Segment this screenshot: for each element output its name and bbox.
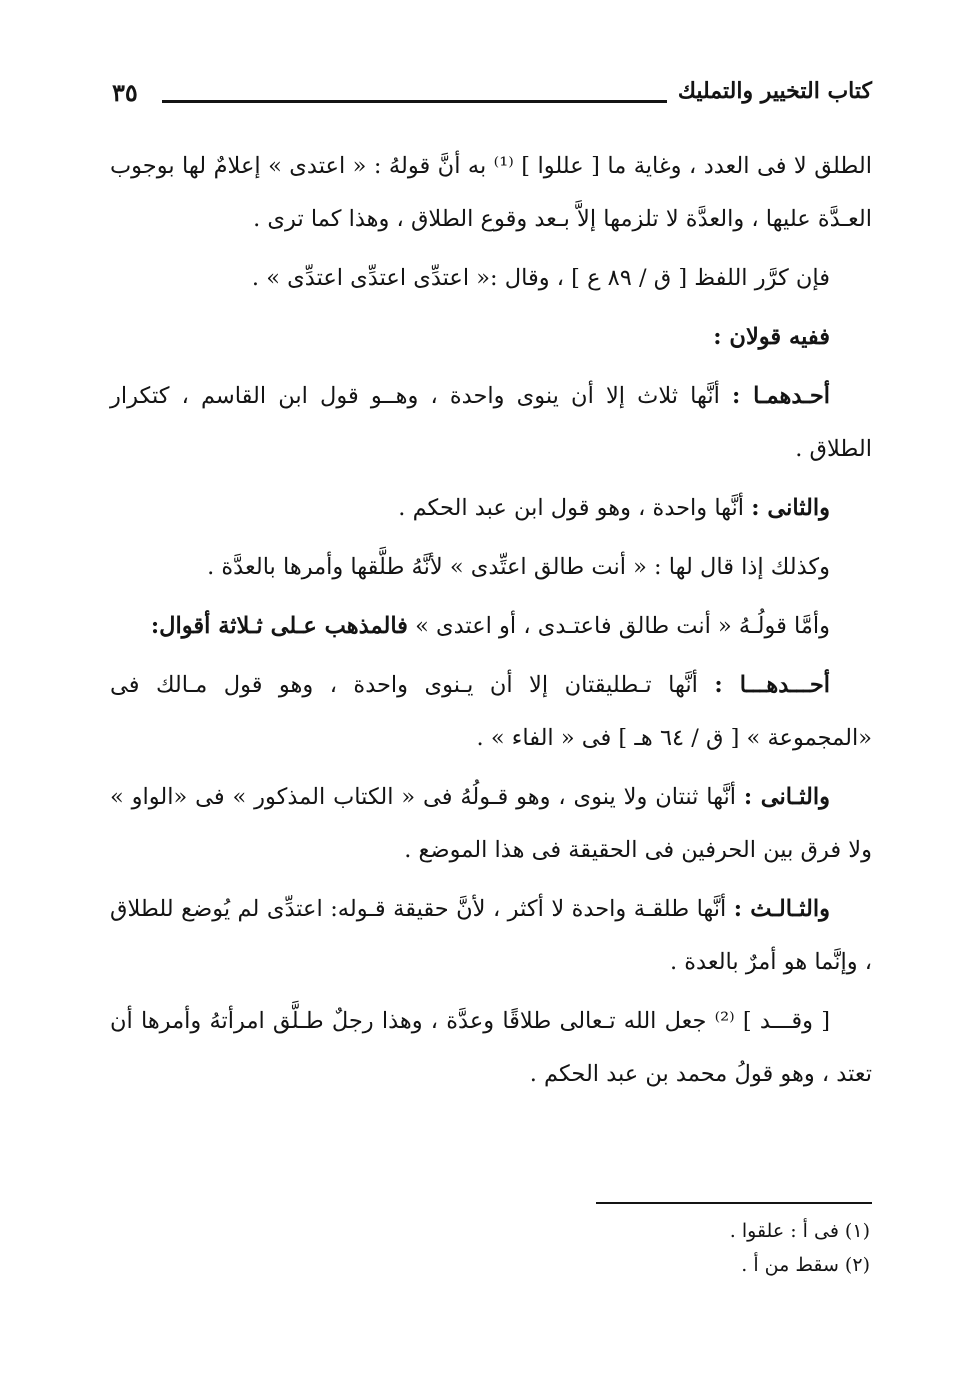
paragraph-9 [110, 771, 872, 877]
paragraph-7-bold: فالمذهب عـلى ثـلاثة أقوال: [150, 613, 408, 639]
paragraph-10 [110, 883, 872, 989]
footnote-separator [596, 1202, 872, 1204]
paragraph-8 [110, 659, 872, 765]
footnote-1: (١) فى أ : علقوا . [729, 1220, 870, 1242]
paragraph-5 [110, 482, 872, 535]
running-header [112, 78, 872, 118]
paragraph-8-text: أنَّها تـطليقتان إلا أن يـنوى واحدة ، وهو قول مـالك فى «المجموعة » [ ق / ٦٤ هـ ] فى « الفاء » . [110, 672, 872, 751]
main-text [110, 140, 872, 1107]
paragraph-2: فإن كرَّر اللفظ [ ق / ٨٩ ع ] ، وقال :« اعتدِّى اعتدِّى اعتدِّى » . [251, 265, 830, 291]
book-chapter-title: كتاب التخيير والتمليك [677, 78, 872, 104]
paragraph-6: وكذلك إذا قال لها : « أنت طالق اعتِّدى » لأنَّهُ طلَّقها وأمرها بالعدَّة . [207, 554, 830, 580]
paragraph-7-text: وأمَّا قولُـهُ « أنت طالق فاعتـدى ، أو اعتدى » [407, 613, 830, 639]
footnote-2: (٢) سقط من أ . [741, 1254, 870, 1276]
paragraph-9-lead: والثـانى : [743, 784, 830, 810]
paragraph-10-lead: والثـالـث : [733, 896, 830, 922]
paragraph-8-lead: أحـــدهـــا : [714, 672, 830, 698]
page-number: ٣٥ [112, 78, 138, 107]
paragraph-11: [ وقـــد ] ⁽²⁾ جعل الله تـعالى طلاقًا وعدَّة ، وهذا رجلٌ طـلَّق امرأتهُ وأمرها أن تعتد ، وهو قولُ محمد بن عبد الحكم . [110, 1008, 872, 1087]
header-rule [162, 100, 667, 103]
paragraph-7 [110, 600, 872, 653]
paragraph-4-lead: أحـدهمـا : [732, 383, 830, 409]
paragraph-1: الطلق لا فى العدد ، وغاية ما [ عللوا ] ⁽¹⁾ به أنَّ قولهُ : « اعتدى » إعلامٌ لها بوجوب العـدَّة عليها ، والعدَّة لا تلزمها إلاَّ بـعد وقوع الطلاق ، وهذا كما ترى . [110, 153, 872, 232]
paragraph-4 [110, 370, 872, 476]
paragraph-9-text: أنَّها ثنتان ولا ينوى ، وهو قـولُهُ فى « الكتاب المذكور » فى «الواو » ولا فرق بين الحرفين فى الحقيقة فى هذا الموضع . [110, 784, 872, 863]
paragraph-4-text: أنَّها ثلاث إلا أن ينوى واحدة ، وهــو قول ابن القاسم ، كتكرار الطلاق . [110, 383, 872, 462]
paragraph-5-text: أنَّها واحدة ، وهو قول ابن عبد الحكم . [398, 495, 752, 521]
footnotes [560, 1214, 870, 1282]
paragraph-10-text: أنَّها طلقـة واحدة لا أكثر ، لأنَّ حقيقة قـوله: اعتدِّى لم يُوضع للطلاق ، وإنَّما هو أمرٌ بالعدة . [110, 896, 872, 975]
paragraph-3-heading: ففيه قولان : [713, 324, 830, 350]
paragraph-5-lead: والثانى : [751, 495, 830, 521]
